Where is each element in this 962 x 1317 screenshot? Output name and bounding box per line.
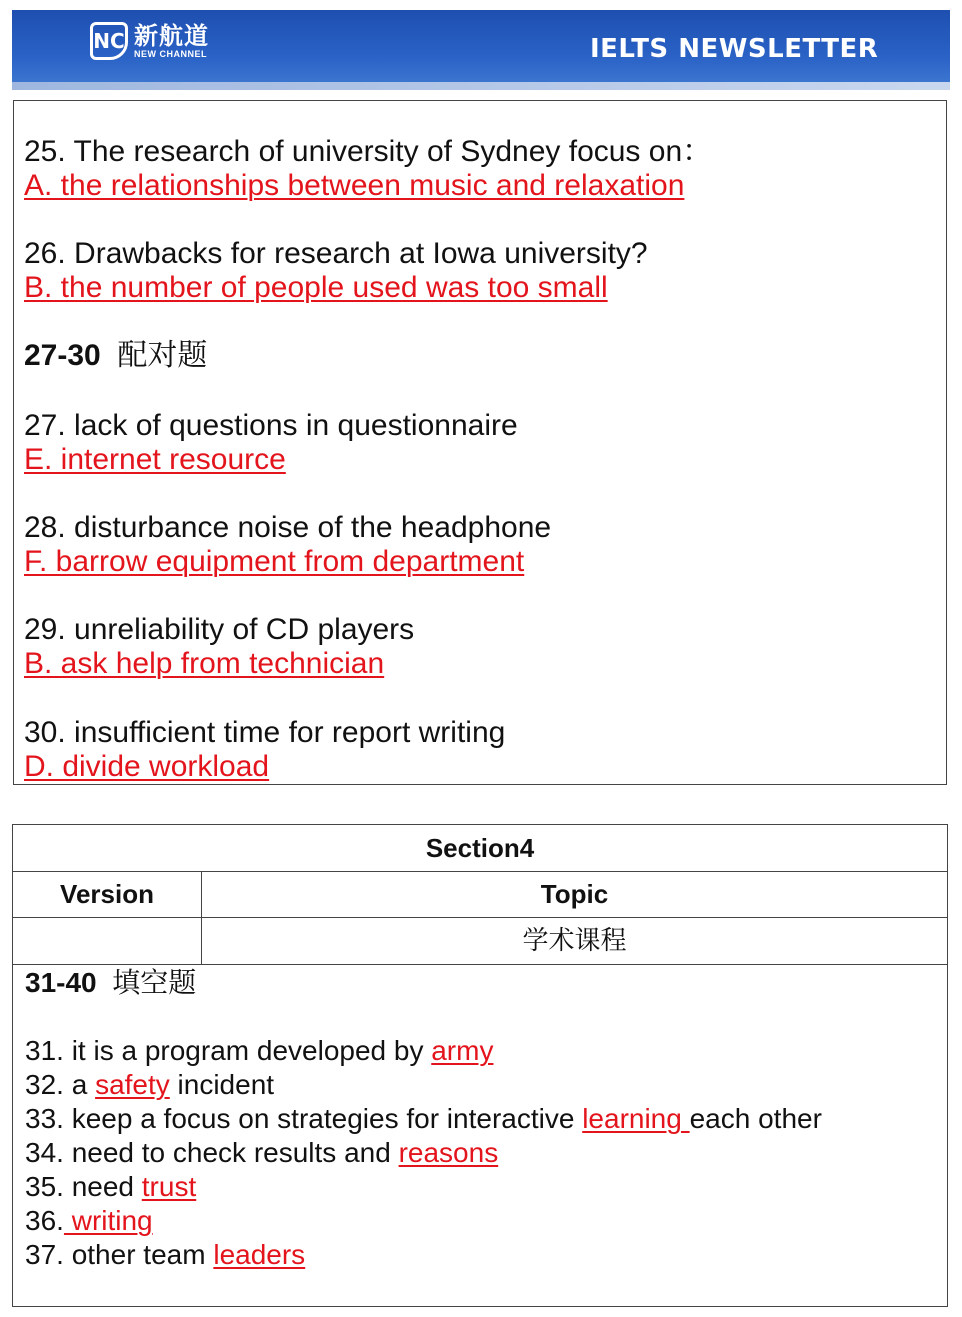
- fill-answer-31: army: [431, 1035, 494, 1066]
- fill-answer-32: safety: [95, 1069, 170, 1100]
- logo-mark-icon: NC: [90, 22, 128, 60]
- question-25: 25. The research of university of Sydney focus on：: [24, 135, 713, 168]
- question-29: 29. unreliability of CD players: [24, 613, 415, 646]
- fill-item-34: 34. need to check results and reasons: [25, 1137, 499, 1168]
- section4-header-row: [13, 872, 947, 918]
- fill-item-33: 33. keep a focus on strategies for interactive learning each other: [25, 1103, 822, 1134]
- logo-chinese-name: 新航道: [134, 21, 209, 50]
- question-26: 26. Drawbacks for research at Iowa university?: [24, 237, 648, 270]
- matching-heading-label: 配对题: [117, 338, 208, 373]
- fill-item-35: 35. need trust: [25, 1171, 197, 1202]
- fill-answer-35: trust: [141, 1171, 197, 1202]
- fill-item-37: 37. other team leaders: [25, 1239, 306, 1270]
- section4-title-row: [13, 825, 947, 872]
- answer-29: B. ask help from technician: [24, 647, 385, 680]
- answer-28: F. barrow equipment from department: [24, 545, 525, 578]
- fill-heading-number: 31-40: [25, 967, 97, 998]
- answer-25: A. the relationships between music and relaxation: [24, 169, 685, 202]
- fill-answer-33: learning: [582, 1103, 690, 1134]
- fill-answer-37: leaders: [213, 1239, 306, 1270]
- fill-item-31: 31. it is a program developed by army: [25, 1035, 494, 1066]
- section4-title: Section4: [425, 832, 535, 863]
- header-title: IELTS NEWSLETTER: [590, 34, 879, 64]
- version-value: [13, 918, 201, 964]
- section4-table: [12, 824, 948, 1307]
- header-stripe: [12, 82, 950, 90]
- topic-value: 学术课程: [522, 926, 627, 956]
- new-channel-logo: [90, 18, 209, 64]
- fill-heading: [25, 967, 196, 999]
- question-30: 30. insufficient time for report writing: [24, 716, 506, 749]
- matching-heading: [24, 339, 207, 373]
- question-28: 28. disturbance noise of the headphone: [24, 511, 552, 544]
- answer-27: E. internet resource: [24, 443, 286, 476]
- fill-answer-34: reasons: [398, 1137, 499, 1168]
- question-27: 27. lack of questions in questionnaire: [24, 409, 518, 442]
- logo-english-name: NEW CHANNEL: [134, 48, 207, 59]
- fill-item-32: 32. a safety incident: [25, 1069, 275, 1100]
- version-column-header: Version: [60, 879, 154, 909]
- topic-column-header: Topic: [540, 879, 609, 909]
- matching-heading-number: 27-30: [24, 339, 101, 372]
- fill-item-36: 36. writing: [25, 1205, 153, 1236]
- column-divider: [201, 872, 202, 965]
- answer-30: D. divide workload: [24, 750, 270, 783]
- fill-heading-label: 填空题: [112, 966, 197, 999]
- answer-26: B. the number of people used was too small: [24, 271, 608, 304]
- fill-answer-36: writing: [63, 1205, 153, 1236]
- section4-value-row: [13, 918, 947, 965]
